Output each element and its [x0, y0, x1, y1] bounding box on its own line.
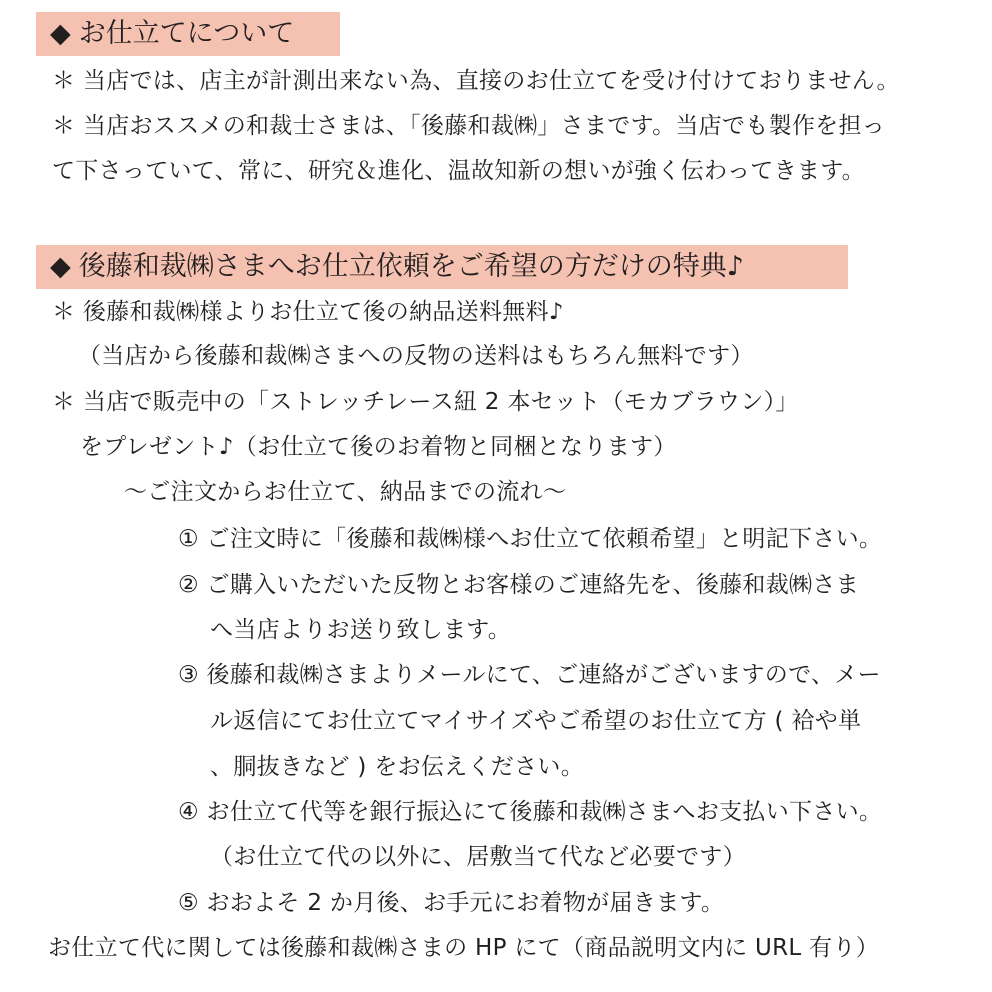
text-line: ＊ 当店で販売中の「ストレッチレース紐 2 本セット（モカブラウン）」 — [52, 389, 799, 415]
flow-heading: ～ご注文からお仕立て、納品までの流れ～ — [124, 479, 567, 505]
flow-step: ③ 後藤和裁㈱さまよりメールにて、ご連絡がございますので、メー — [178, 662, 881, 688]
heading-text: 後藤和裁㈱さまへお仕立依頼をご希望の方だけの特典♪ — [78, 251, 744, 282]
text-line: をプレゼント♪（お仕立て後のお着物と同梱となります） — [80, 434, 677, 460]
text-line: ＊ 当店おススメの和裁士さまは、「後藤和裁㈱」さまです。当店でも製作を担っ — [52, 113, 886, 139]
flow-step: （お仕立て代の以外に、居敷当て代など必要です） — [210, 844, 746, 870]
flow-step: ① ご注文時に「後藤和裁㈱様へお仕立て依頼希望」と明記下さい。 — [178, 526, 883, 552]
text-line: ＊ 当店では、店主が計測出来ない為、直接のお仕立てを受け付けておりません。 — [52, 68, 900, 94]
flow-step: へ当店よりお送り致します。 — [210, 617, 512, 643]
diamond-icon: ◆ — [50, 18, 71, 49]
flow-step: ② ご購入いただいた反物とお客様のご連絡先を、後藤和裁㈱さま — [178, 572, 859, 598]
heading-text: お仕立てについて — [78, 18, 295, 49]
footer-note: お仕立て代に関しては後藤和裁㈱さまの HP にて（商品説明文内に URL 有り） — [48, 935, 880, 961]
section-heading-tailoring — [36, 12, 340, 56]
text-line: ＊ 後藤和裁㈱様よりお仕立て後の納品送料無料♪ — [52, 299, 564, 325]
flow-step: ④ お仕立て代等を銀行振込にて後藤和裁㈱さまへお支払い下さい。 — [178, 799, 883, 825]
flow-step: 、胴抜きなど ) をお伝えください。 — [210, 754, 584, 780]
text-line: （当店から後藤和裁㈱さまへの反物の送料はもちろん無料です） — [78, 343, 754, 369]
diamond-icon: ◆ — [50, 251, 71, 282]
flow-step: ⑤ おおよそ 2 か月後、お手元にお着物が届きます。 — [178, 890, 725, 916]
flow-step: ル返信にてお仕立てマイサイズやご希望のお仕立て方 ( 袷や単 — [210, 708, 862, 734]
section-heading-benefits — [36, 245, 848, 289]
text-line: て下さっていて、常に、研究＆進化、温故知新の想いが強く伝わってきます。 — [52, 158, 865, 184]
